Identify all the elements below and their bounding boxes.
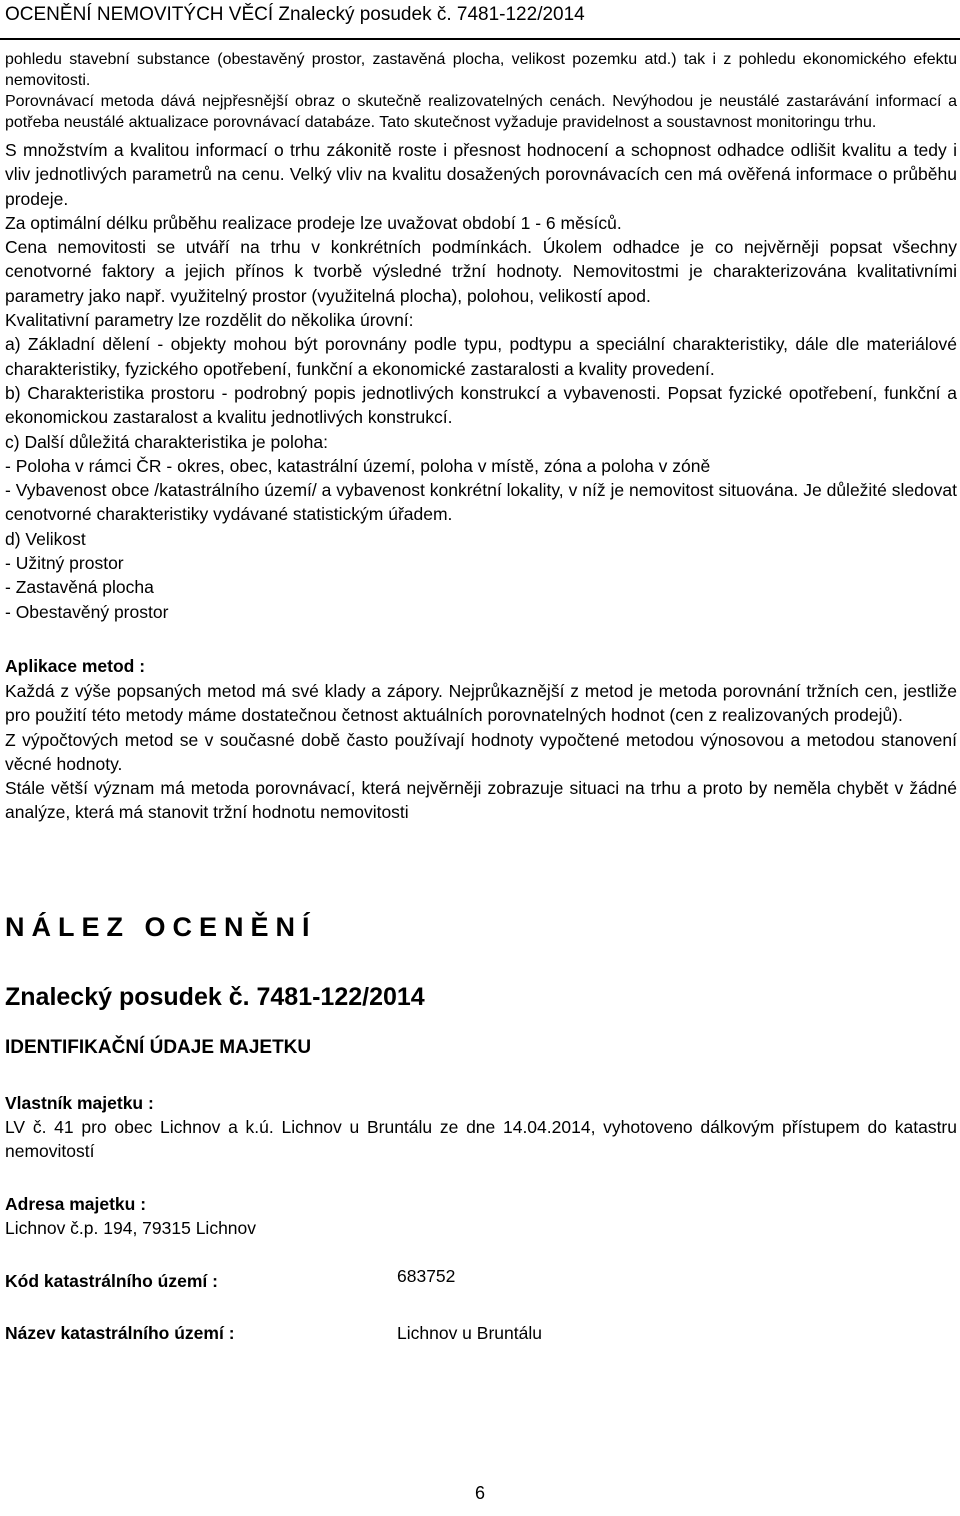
vlastnik-value: LV č. 41 pro obec Lichnov a k.ú. Lichnov u Bruntálu ze dne 14.04.2014, vyhotoveno dálkovým přístupem do katastru nemovitostí [5, 1116, 957, 1162]
paragraph-b: b) Charakteristika prostoru - podrobný popis jednotlivých konstrukcí a vybavenosti. Popsat fyzické opotřebení, funkční a ekonomickou zastaralost a kvalitu jednotlivých konstrukcí. [5, 382, 957, 428]
paragraph-intro-1: pohledu stavební substance (obestavěný prostor, zastavěná plocha, velikost pozemku atd.) tak i z pohledu ekonomického efektu nemovitosti. [5, 51, 957, 89]
adresa-value: Lichnov č.p. 194, 79315 Lichnov [5, 1218, 257, 1239]
znalecky-posudek-title: Znalecký posudek č. 7481-122/2014 [5, 982, 425, 1011]
paragraph-intro-3: S množstvím a kvalitou informací o trhu zákonitě roste i přesnost hodnocení a schopnost odhadce odlišit kvalitu a tedy i vliv jednotlivých parametrů na cenu. Velký vliv na kvalitu dosažených porovnávacích cen má ověřená informace o průběhu prodeje. [5, 140, 957, 209]
paragraph-c-2: - Vybavenost obce /katastrálního území/ a vybavenost konkrétní lokality, v níž je nemovitost situována. Je důležité sledovat cenotvorné charakteristiky vydávané statistickým úřadem. [5, 480, 957, 525]
nazev-value: Lichnov u Bruntálu [397, 1322, 542, 1343]
adresa-label: Adresa majetku : [5, 1194, 147, 1215]
kod-value: 683752 [397, 1265, 456, 1286]
kod-katastralniho-uzemi-row [5, 1265, 957, 1293]
paragraph-c: c) Další důležitá charakteristika je poloha: [5, 431, 328, 452]
paragraph-d-3: - Obestavěný prostor [5, 601, 169, 622]
document-header: OCENĚNÍ NEMOVITÝCH VĚCÍ Znalecký posudek č. 7481-122/2014 [5, 4, 585, 25]
nazev-label: Název katastrálního území : [5, 1322, 235, 1343]
paragraph-intro-2: Porovnávací metoda dává nejpřesnější obraz o skutečně realizovatelných cenách. Nevýhodou je neustálé zastarávání informací a potřeba neustálé aktualizace porovnávací databáze. Tato skutečnost vyžaduje pravidelnost a soustavnost monitoringu trhu. [5, 93, 957, 131]
vlastnik-label: Vlastník majetku : [5, 1092, 154, 1113]
paragraph-intro-4: Za optimální délku průběhu realizace prodeje lze uvažovat období 1 - 6 měsíců. [5, 212, 622, 233]
page-content [5, 49, 957, 1345]
paragraph-d-2: - Zastavěná plocha [5, 577, 154, 598]
paragraph-c-1: - Poloha v rámci ČR - okres, obec, katastrální území, poloha v místě, zóna a poloha v zóně [5, 455, 711, 476]
aplikace-paragraph-1: Každá z výše popsaných metod má své klady a zápory. Nejprůkaznější z metod je metoda porovnání tržních cen, jestliže pro použití této metody máme dostatečnou četnost aktuálních porovnatelných hodnot (cen z realizovaných prodejů). [5, 680, 957, 726]
page-number: 6 [474, 1483, 485, 1503]
aplikace-paragraph-2: Z výpočtových metod se v současné době často používají hodnoty vypočtené metodou výnosovou a metodou stanovení věcné hodnoty. [5, 729, 957, 774]
nazev-katastralniho-uzemi-row [5, 1321, 957, 1345]
nalez-oceneni-title: NÁLEZ OCENĚNÍ [5, 911, 317, 942]
paragraph-cena: Cena nemovitosti se utváří na trhu v konkrétních podmínkách. Úkolem odhadce je co nejvěrněji popsat všechny cenotvorné faktory a jejich přínos k tvorbě výsledné tržní hodnoty. Nemovitostmi je charakterizována kvalitativními parametry jako např. využitelný prostor (využitelná plocha), polohou, velikostí apod. [5, 237, 957, 306]
kod-label: Kód katastrálního území : [5, 1270, 218, 1291]
aplikace-paragraph-3: Stále větší význam má metoda porovnávací, která nejvěrněji zobrazuje situaci na trhu a proto by neměla chybět v žádné analýze, která má stanovit tržní hodnotu nemovitosti [5, 778, 957, 823]
paragraph-kvalitativni: Kvalitativní parametry lze rozdělit do několika úrovní: [5, 310, 414, 331]
paragraph-a: a) Základní dělení - objekty mohou být porovnány podle typu, podtypu a speciální charakteristiky, dále dle materiálové charakteristiky, fyzického opotřebení, funkční a ekonomické zastaralosti a kvality provedení. [5, 334, 957, 379]
paragraph-d-1: - Užitný prostor [5, 553, 124, 574]
identifikacni-udaje-heading: IDENTIFIKAČNÍ ÚDAJE MAJETKU [5, 1036, 312, 1058]
aplikace-heading: Aplikace metod : [5, 655, 146, 676]
header-divider [0, 38, 960, 40]
paragraph-d: d) Velikost [5, 528, 86, 549]
